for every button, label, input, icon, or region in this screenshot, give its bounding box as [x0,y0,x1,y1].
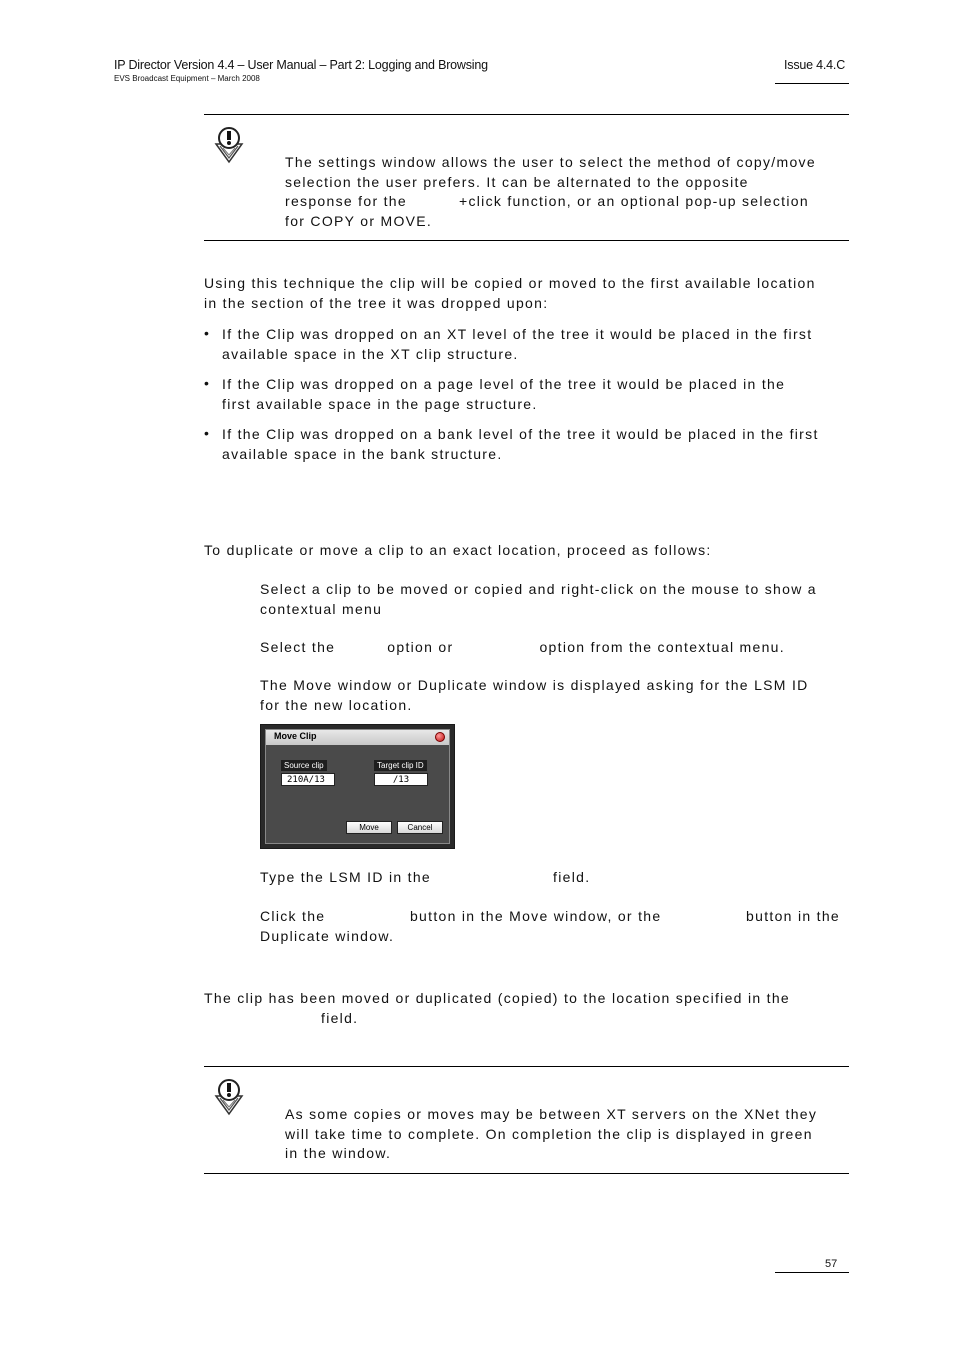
note2-line2: will take time to complete. On completion the clip is displayed in green [285,1125,813,1142]
target-clip-label: Target clip ID [374,760,427,771]
note1-line3 [285,192,840,212]
note2-bottom-rule [204,1173,849,1174]
dialog-body [265,729,450,844]
step5-text-a: Click the [260,908,326,924]
bullet3-line2: available space in the bank structure. [222,445,503,462]
step1 [260,580,840,619]
step2 [260,638,840,658]
bullet2-line2: first available space in the page structure. [222,395,538,412]
close-icon[interactable] [435,732,445,742]
step5-line2: Duplicate window. [260,927,395,944]
dialog-title: Move Clip [274,731,317,741]
intro-line2: in the section of the tree it was dropped upon: [204,294,549,311]
move-clip-dialog [260,724,455,849]
step3 [260,676,840,715]
bullet-list [204,325,840,475]
step5-text-c: button in the [746,908,840,924]
note1-bottom-rule [204,240,849,241]
header-issue: Issue 4.4.C [784,58,846,72]
step2-text-c: option from the contextual menu. [539,639,785,655]
note2-line1: As some copies or moves may be between XT servers on the XNet they [285,1106,818,1122]
list-item [204,325,840,375]
note1-line2: selection the user prefers. It can be alternated to the opposite [285,173,749,190]
exact-intro: To duplicate or move a clip to an exact location, proceed as follows: [204,542,712,558]
bullet1-line2: available space in the XT clip structure. [222,345,519,362]
step3-line1: The Move window or Duplicate window is displayed asking for the LSM ID [260,677,809,693]
target-clip-field[interactable]: /13 [374,773,428,786]
step1-line1: Select a clip to be moved or copied and right-click on the mouse to show a [260,581,817,597]
bullet2-line1: If the Clip was dropped on a page level of the tree it would be placed in the [222,376,786,392]
list-item [204,425,840,475]
bullet3-line1: If the Clip was dropped on a bank level of the tree it would be placed in the first [222,426,819,442]
note1-top-rule [204,114,849,115]
header-title: IP Director Version 4.4 – User Manual – Part 2: Logging and Browsing [114,58,488,72]
result-line1: The clip has been moved or duplicated (copied) to the location specified in the [204,990,790,1006]
bullet-glyph: • [204,375,209,391]
step2-text-a: Select the [260,639,336,655]
note1-line3a: response for the [285,193,407,209]
warning-note-icon [212,1078,246,1118]
step4-text-b: field. [553,869,591,885]
step4 [260,868,840,888]
page-number: 57 [825,1258,838,1270]
step2-text-b: option or [387,639,454,655]
note1-line1: The settings window allows the user to select the method of copy/move [285,154,816,170]
note1-line4: for COPY or MOVE. [285,212,433,229]
note2-line3: in the window. [285,1145,392,1161]
result-paragraph [204,989,840,1028]
step5-text-b: button in the Move window, or the [409,908,662,924]
note2-text [285,1105,840,1164]
source-clip-field[interactable]: 210A/13 [281,773,335,786]
step5-line1 [260,907,840,927]
note1-line3b: +click function, or an optional pop-up selection [458,193,809,209]
move-button[interactable]: Move [346,821,392,834]
bullet1-line1: If the Clip was dropped on an XT level of the tree it would be placed in the first [222,326,813,342]
bullet-glyph: • [204,425,209,441]
step1-line2: contextual menu [260,600,383,617]
bullet-glyph: • [204,325,209,341]
dialog-titlebar [266,730,449,745]
step5 [260,907,840,946]
cancel-button[interactable]: Cancel [397,821,443,834]
header-rule [775,83,849,84]
warning-note-icon [212,126,246,166]
intro-paragraph [204,274,840,313]
note1-text [285,153,840,231]
footer-rule [775,1272,849,1273]
list-item [204,375,840,425]
step4-text-a: Type the LSM ID in the [260,869,432,885]
step3-line2: for the new location. [260,696,413,713]
source-clip-label: Source clip [281,760,327,771]
result-line2: field. [321,1009,359,1026]
intro-line1: Using this technique the clip will be copied or moved to the first available location [204,275,816,291]
note2-top-rule [204,1066,849,1067]
header-subtitle: EVS Broadcast Equipment – March 2008 [114,74,260,83]
